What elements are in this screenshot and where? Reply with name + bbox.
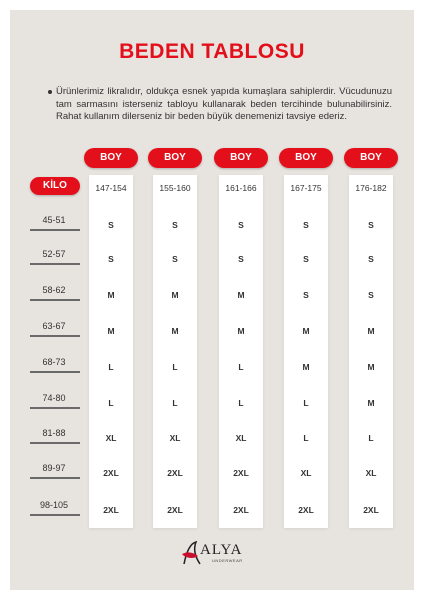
size-cell: M [367,398,375,408]
brand-sub: UNDERWEAR [212,558,243,563]
size-cell: L [108,362,114,372]
size-cell: L [368,433,374,443]
kilo-underline [30,477,80,479]
size-cell: XL [365,468,377,478]
size-cell: S [238,220,244,230]
boy-header-4: BOY [279,148,333,168]
size-cell: M [107,290,115,300]
size-column-1 [89,175,133,528]
kilo-header: KİLO [30,177,80,195]
size-cell: 2XL [167,505,183,515]
boy-range: 155-160 [159,183,191,193]
size-cell: S [368,254,374,264]
size-cell: L [303,433,309,443]
kilo-range: 58-62 [42,285,66,295]
kilo-underline [30,407,80,409]
kilo-range: 98-105 [39,500,69,510]
size-cell: S [172,254,178,264]
kilo-range: 68-73 [42,357,66,367]
page-title: BEDEN TABLOSU [119,40,305,63]
kilo-underline [30,263,80,265]
brand-logo [178,538,258,568]
size-column-4 [284,175,328,528]
size-cell: M [237,290,245,300]
description-text: Ürünlerimiz likralıdır, oldukça esnek yapıda kumaşlara sahiplerdir. Vücudunuzu tam sarmasını isterseniz tabloyu kullanarak beden tercihinde bulunabilirsiniz. Rahat kullanım dilerseniz bir beden büyük denemenizi tavsiye ederiz. [56,86,392,122]
size-cell: S [368,220,374,230]
brand-name: ALYA [200,542,243,558]
size-cell: L [303,398,309,408]
size-cell: XL [169,433,181,443]
kilo-underline [30,229,80,231]
size-cell: M [107,326,115,336]
size-cell: S [303,254,309,264]
boy-range: 161-166 [225,183,257,193]
size-cell: M [302,362,310,372]
kilo-range: 63-67 [42,321,66,331]
size-cell: S [238,254,244,264]
boy-header-3: BOY [214,148,268,168]
size-cell: XL [300,468,312,478]
size-cell: M [171,326,179,336]
size-cell: 2XL [363,505,379,515]
kilo-range: 74-80 [42,393,66,403]
size-cell: M [367,326,375,336]
kilo-underline [30,299,80,301]
size-cell: XL [235,433,247,443]
kilo-underline [30,371,80,373]
bullet-dot [48,90,52,94]
size-cell: S [303,290,309,300]
size-cell: 2XL [103,505,119,515]
kilo-range: 52-57 [42,249,66,259]
size-cell: 2XL [167,468,183,478]
size-cell: S [108,220,114,230]
size-cell: S [368,290,374,300]
size-cell: S [303,220,309,230]
kilo-underline [30,335,80,337]
size-cell: S [108,254,114,264]
boy-header-2: BOY [148,148,202,168]
kilo-underline [30,442,80,444]
kilo-range: 89-97 [42,463,66,473]
size-cell: 2XL [103,468,119,478]
size-cell: M [367,362,375,372]
boy-range: 147-154 [95,183,127,193]
size-column-3 [219,175,263,528]
size-cell: M [237,326,245,336]
boy-range: 167-175 [290,183,322,193]
size-cell: L [238,362,244,372]
size-cell: S [172,220,178,230]
size-cell: L [238,398,244,408]
boy-header-1: BOY [84,148,138,168]
boy-header-5: BOY [344,148,398,168]
kilo-range: 45-51 [42,215,66,225]
boy-range: 176-182 [355,183,387,193]
size-cell: L [108,398,114,408]
kilo-underline [30,514,80,516]
size-cell: 2XL [298,505,314,515]
size-cell: L [172,398,178,408]
size-column-5 [349,175,393,528]
size-column-2 [153,175,197,528]
size-cell: 2XL [233,468,249,478]
size-cell: L [172,362,178,372]
size-cell: XL [105,433,117,443]
size-cell: 2XL [233,505,249,515]
size-cell: M [302,326,310,336]
size-cell: M [171,290,179,300]
kilo-range: 81-88 [42,428,66,438]
